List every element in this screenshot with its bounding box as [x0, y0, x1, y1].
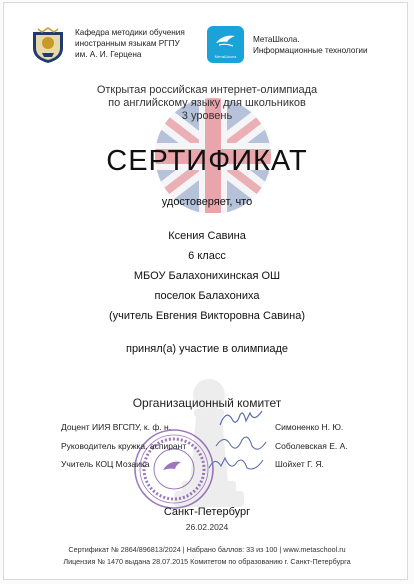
olympiad-level: 3 уровень	[181, 110, 233, 122]
metaschool-line-2: Информационные технологии	[253, 46, 368, 55]
metaschool-logo-caption: МетаШкола	[214, 54, 237, 59]
member-3-name: Шойхет Г. Я.	[275, 459, 324, 469]
member-3-role: Учитель КОЦ Мозаика	[61, 459, 150, 469]
olympiad-title-line-1: Открытая российская интернет-олимпиада	[96, 84, 318, 96]
recipient-teacher: (учитель Евгения Викторовна Савина)	[108, 310, 306, 322]
department-name	[75, 27, 195, 60]
certificate-number-line: Сертификат № 2864/896813/2024 | Набрано баллов: 33 из 100 | www.metaschool.ru	[68, 545, 346, 554]
olympiad-title-line-2: по английскому языку для школьников	[108, 97, 306, 109]
metaschool-line-1: МетаШкола.	[253, 35, 300, 44]
recipient-grade: 6 класс	[188, 250, 226, 262]
participation-text: принял(а) участие в олимпиаде	[125, 343, 289, 355]
department-line-1: Кафедра методики обучения	[75, 28, 185, 37]
recipient-locality: поселок Балахониха	[154, 290, 260, 302]
issue-city: Санкт-Петербург	[163, 506, 251, 518]
certifies-text: удостоверяет, что	[161, 196, 253, 208]
department-line-3: им. А. И. Герцена	[75, 50, 142, 59]
department-line-2: иностранным языкам РГПУ	[75, 39, 180, 48]
signature-3	[205, 452, 267, 478]
issue-date: 26.02.2024	[185, 522, 229, 532]
metaschool-bird-icon	[207, 26, 244, 56]
member-2-name: Соболевская Е. А.	[275, 441, 348, 451]
metaschool-name	[253, 34, 393, 56]
recipient-name: Ксения Савина	[168, 230, 246, 242]
member-1-role: Доцент ИИЯ ВГСПУ, к. ф. н.	[61, 422, 172, 432]
herzen-university-emblem-icon	[30, 26, 66, 64]
signature-1	[216, 405, 266, 435]
member-2-role: Руководитель кружка, аспирант	[61, 441, 187, 451]
committee-heading: Организационный комитет	[132, 396, 282, 410]
license-line: Лицензия № 1470 выдана 28.07.2015 Комитетом по образованию г. Санкт-Петербурга	[63, 557, 351, 566]
certificate-title: СЕРТИФИКАТ	[106, 145, 308, 177]
member-1-name: Симоненко Н. Ю.	[275, 422, 344, 432]
metaschool-logo	[207, 26, 244, 63]
recipient-school: МБОУ Балахонихинская ОШ	[133, 270, 281, 282]
